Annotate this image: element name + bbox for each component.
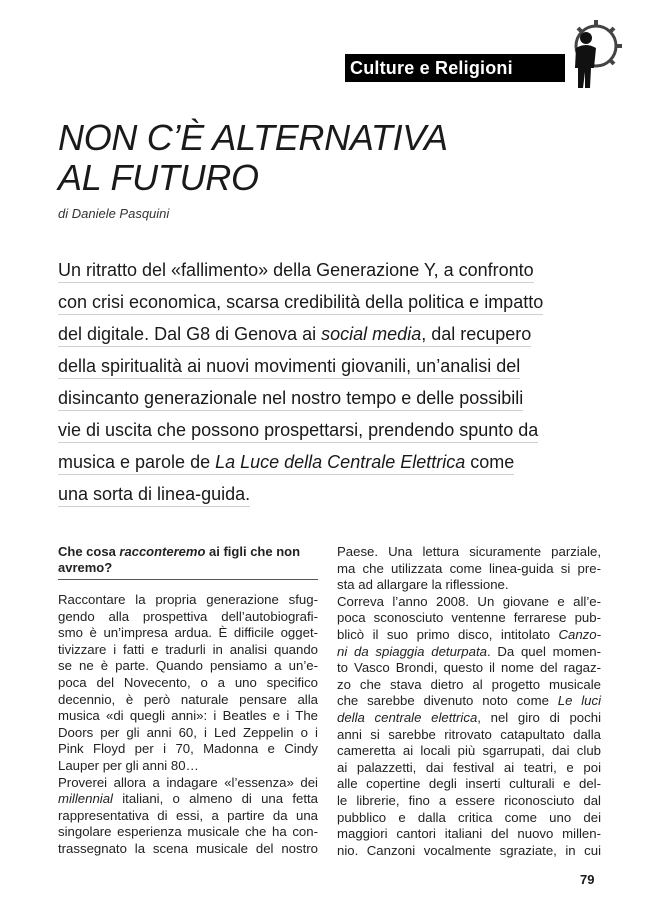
body-text-line (337, 843, 601, 860)
text-run: come (465, 452, 515, 472)
text-run: blicò il suo primo disco, intitolato (337, 626, 559, 642)
body-text-line (58, 708, 318, 725)
text-run: ai figli che non avremo? (58, 544, 301, 575)
body-text-line (58, 625, 318, 642)
text-run: Lauper per gli anni 80… (58, 757, 199, 773)
text-run: poca sconosciuto ventenne ferrarese pub- (337, 610, 601, 626)
text-run: gendo alla prospettiva dell’autobiografi- (58, 608, 318, 624)
body-text-line (337, 710, 601, 727)
text-run: Paese. Una lettura sicuramente parziale, (337, 544, 601, 559)
article-title (58, 118, 448, 198)
text-run: Correva l’anno 2008. Un giovane e all’e- (337, 593, 601, 609)
text-run: italiani, o almeno di una fetta (112, 791, 318, 807)
text-run: musica e parole de (58, 452, 216, 472)
abstract-line (58, 386, 523, 411)
text-run: smo è un’impresa ardua. È difficile ogget- (58, 625, 318, 641)
section-tag: Culture e Religioni (345, 54, 565, 82)
text-run: del digitale. Dal G8 di Genova ai (58, 324, 322, 344)
text-column-right (337, 544, 601, 859)
text-run: La Luce della Centrale Elettrica (215, 452, 466, 472)
text-run: to Vasco Brondi, questo il nome del ragaz- (337, 660, 601, 676)
text-run: , dal recupero (421, 324, 532, 344)
text-run: Canzo- (558, 626, 601, 642)
body-text-line (58, 675, 318, 692)
body-text-line (58, 808, 318, 825)
body-text-line (337, 810, 601, 827)
body-text-line (58, 841, 318, 858)
page-number: 79 (580, 872, 595, 887)
body-text-line (58, 642, 318, 659)
body-text-line (58, 824, 318, 841)
section-subheading (58, 544, 318, 580)
text-run: anni si sarebbe ritrovato catapultato dalla (337, 726, 601, 742)
text-run: ni da spiaggia deturpata (337, 643, 487, 659)
text-run: zo che stava dietro al progetto musicale (337, 676, 601, 692)
text-run: Che cosa (58, 544, 120, 559)
text-run: cameretta ai locali più sgarrupati, dai club (337, 743, 601, 759)
text-run: millennial (58, 791, 113, 807)
text-run: tivizzare i fatti e tradurli in analisi quando (58, 641, 318, 657)
body-text-line (58, 725, 318, 742)
body-text-line (337, 627, 601, 644)
text-run: pubblico e dalla critica come uno dei (337, 809, 601, 825)
text-run: trassegnato la scena musicale del nostro (58, 840, 318, 856)
text-run: disincanto generazionale nel nostro tempo e delle possibili (58, 388, 524, 408)
text-run: se ne è parte. Quando pensiamo a un’e- (58, 658, 318, 674)
body-text-line (337, 544, 601, 561)
abstract-line (58, 450, 514, 475)
body-text-line (58, 592, 318, 609)
text-run: della spiritualità ai nuovi movimenti giovanili, un’analisi del (58, 356, 521, 376)
text-run: racconteremo (119, 544, 206, 559)
text-run: della centrale elettrica (337, 709, 478, 725)
body-text-line (337, 793, 601, 810)
text-run: che sarebbe divenuto noto come (337, 693, 558, 709)
body-text-line (337, 826, 601, 843)
body-text-line (58, 692, 318, 709)
text-run: una sorta di linea-guida. (58, 484, 251, 504)
body-text-line (337, 644, 601, 661)
text-run: decennio, è però naturale pensare alla (58, 691, 318, 707)
text-run: maggiori cantori italiani del nuovo millen- (337, 826, 601, 842)
text-run: nio. Canzoni vocalmente sgraziate, in cui (337, 842, 601, 858)
text-run: vie di uscita che possono prospettarsi, prendendo spunto da (58, 420, 539, 440)
text-column-left (58, 544, 318, 858)
text-run: singolare esperienza musicale che ha con- (58, 824, 318, 840)
body-text-line (337, 610, 601, 627)
title-line: AL FUTURO (58, 157, 259, 198)
text-run: Doors per gli anni 60, i Led Zeppelin o i (58, 724, 318, 740)
body-text-line (337, 760, 601, 777)
text-run: , nel giro di pochi (477, 709, 601, 725)
body-text-line (58, 758, 318, 775)
text-run: Proverei allora a indagare «l’essenza» dei (58, 774, 318, 790)
abstract-line (58, 354, 520, 379)
text-run: . Da quel momen- (486, 643, 601, 659)
body-text-line (337, 693, 601, 710)
abstract-line (58, 418, 538, 443)
text-run: Un ritratto del «fallimento» della Generazione Y, a confronto (58, 260, 534, 280)
text-run: Le luci (557, 693, 601, 709)
left-column-body (58, 592, 318, 858)
text-run: sta ad allargare la riflessione. (337, 577, 509, 593)
abstract-line (58, 290, 543, 315)
text-run: poca del Novecento, o a uno specifico (58, 674, 318, 690)
body-text-line (58, 791, 318, 808)
text-run: con crisi economica, scarsa credibilità della politica e impatto (58, 292, 544, 312)
body-text-line (337, 743, 601, 760)
silhouette-with-gear-icon (564, 16, 624, 90)
abstract-line (58, 322, 531, 347)
body-text-line (58, 775, 318, 792)
text-run: Pink Floyd per i 70, Madonna e Cindy (58, 741, 318, 757)
body-text-line (337, 776, 601, 793)
body-text-line (58, 658, 318, 675)
text-run: rappresentativa di essi, a partire da una (58, 807, 318, 823)
body-text-line (337, 727, 601, 744)
title-line: NON C’È ALTERNATIVA (58, 117, 448, 158)
text-run: ma che utilizzata come linea-guida si pre- (337, 560, 601, 576)
author-byline: di Daniele Pasquini (58, 206, 170, 221)
article-abstract (58, 258, 578, 514)
abstract-line (58, 482, 250, 507)
text-run: Raccontare la propria generazione sfug- (58, 592, 318, 607)
text-run: le librerie, fino a essere riconosciuto dal (337, 792, 601, 808)
body-text-line (58, 609, 318, 626)
text-run: ai palazzetti, dai festival ai teatri, e poi (337, 759, 601, 775)
abstract-line (58, 258, 534, 283)
body-text-line (58, 741, 318, 758)
body-text-line (337, 561, 601, 578)
body-text-line (337, 577, 601, 594)
text-run: musica «di quegli anni»: i Beatles e i The (58, 708, 318, 724)
text-run: social media (321, 324, 422, 344)
text-run: alle copertine degli inserti culturali e del- (337, 776, 601, 792)
body-text-line (337, 660, 601, 677)
body-text-line (337, 677, 601, 694)
body-text-line (337, 594, 601, 611)
